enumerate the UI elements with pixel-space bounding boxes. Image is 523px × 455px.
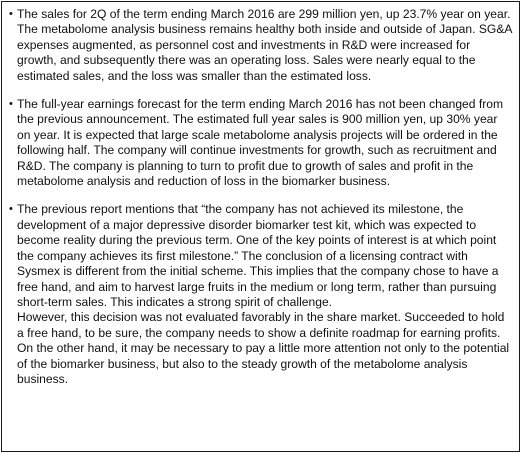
- bullet-icon: •: [9, 203, 13, 216]
- paragraph: The previous report mentions that “the company has not achieved its milestone, the development of a major depressive disorder biomarker test kit, which was expected to become reality during the previous term. One of the key points of interest is at which point the company achieves its first milestone.” The conclusion of a licensing contract with Sysmex is different from the initial scheme. This implies that the company chose to have a free hand, and aim to harvest large fruits in the medium or long term, rather than pursuing short-term sales. This indicates a strong spirit of challenge.: [17, 202, 499, 309]
- bullet-content: [17, 7, 513, 84]
- summary-box: [1, 1, 520, 452]
- bullet-item-full-year-forecast: [9, 97, 513, 189]
- bullet-item-sales-2q: [9, 7, 513, 84]
- bullet-icon: •: [9, 98, 13, 111]
- bullet-item-milestone-review: [9, 202, 513, 387]
- bullet-content: [17, 202, 513, 387]
- paragraph: However, this decision was not evaluated favorably in the share market. Succeeded to hold a free hand, to be sure, the company needs to show a definite roadmap for earning profits. On the other hand, it may be necessary to pay a little more attention not only to the potential of the biomarker business, but also to the steady growth of the metabolome analysis business.: [17, 310, 510, 386]
- paragraph: The full-year earnings forecast for the term ending March 2016 has not been changed from the previous announcement. The estimated full year sales is 900 million yen, up 30% year on year. It is expected that large scale metabolome analysis projects will be ordered in the following half. The company will continue investments for growth, such as recruitment and R&D. The company is planning to turn to profit due to growth of sales and profit in the metabolome analysis and reduction of loss in the biomarker business.: [17, 97, 504, 189]
- paragraph: The sales for 2Q of the term ending March 2016 are 299 million yen, up 23.7% year on year. The metabolome analysis business remains healthy both inside and outside of Japan. SG&A expenses augmented, as personnel cost and investments in R&D were increased for growth, and subsequently there was an operating loss. Sales were nearly equal to the estimated sales, and the loss was smaller than the estimated loss.: [17, 7, 512, 83]
- bullet-content: [17, 97, 513, 189]
- bullet-icon: •: [9, 8, 13, 20]
